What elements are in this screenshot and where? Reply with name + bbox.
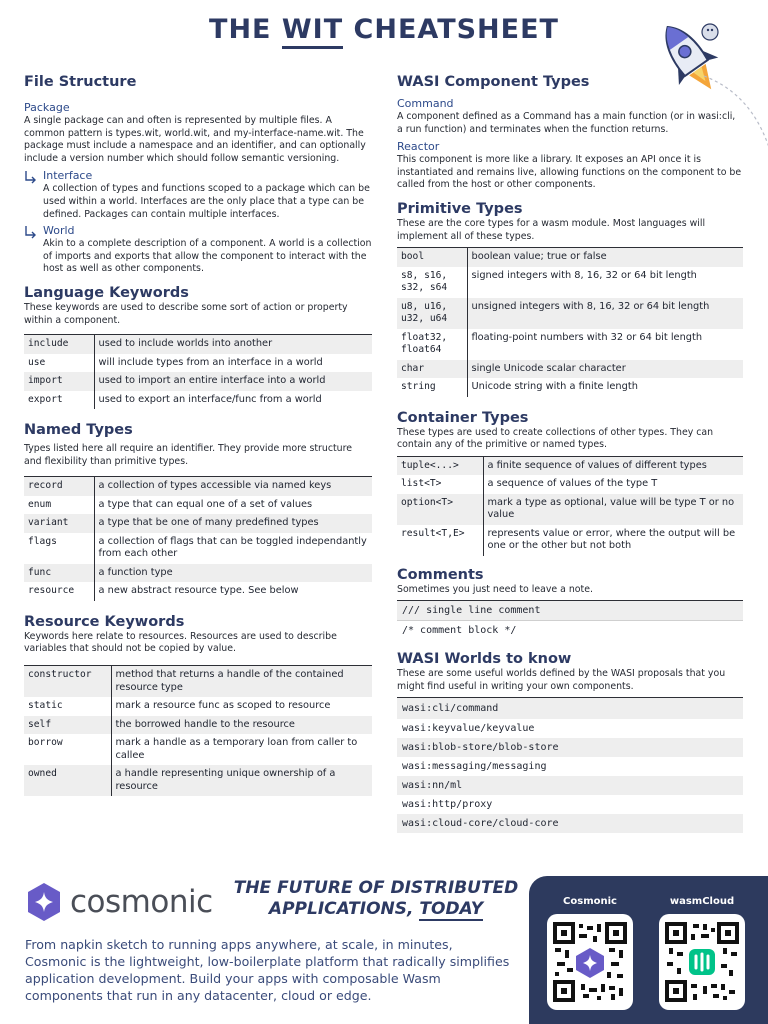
brand-name: cosmonic (70, 884, 213, 920)
world-block (43, 224, 372, 276)
qr-cosmonic-label: Cosmonic (563, 896, 617, 907)
table-row (397, 360, 743, 379)
wasi-worlds-heading: WASI Worlds to know (397, 651, 572, 668)
type-cell: func (24, 564, 94, 583)
table-row (24, 514, 372, 533)
type-cell: result<T,E> (397, 525, 483, 556)
primitive-types-heading: Primitive Types (397, 200, 523, 217)
tagline-today: TODAY (419, 899, 484, 919)
right-column (397, 73, 743, 833)
comment-line: /// single line comment (397, 601, 743, 620)
type-cell: option<T> (397, 494, 483, 525)
wasi-component-types-heading: WASI Component Types (397, 74, 590, 90)
comments-intro: Sometimes you just need to leave a note. (397, 583, 593, 595)
description-cell: a collection of flags that can be toggled independantly from each other (98, 535, 367, 560)
description-cell: a function type (94, 564, 372, 583)
command-title: Command (397, 97, 454, 110)
table-row (397, 475, 743, 494)
type-cell: string (397, 378, 467, 397)
table-row (24, 354, 372, 373)
keyword-cell: static (24, 697, 111, 716)
keyword-cell: include (24, 335, 94, 354)
keyword-cell: owned (24, 765, 111, 796)
keyword-cell: borrow (24, 734, 111, 765)
comments-block (397, 600, 743, 640)
list-item: wasi:messaging/messaging (402, 760, 547, 772)
type-cell: enum (24, 496, 94, 515)
world-title: World (43, 224, 75, 238)
resource-keywords-table (24, 665, 372, 796)
table-row (24, 697, 372, 716)
type-cell: flags (24, 533, 94, 564)
wasi-worlds-list (397, 697, 743, 833)
table-row (24, 666, 372, 698)
description-cell: used to import an entire interface into a world (94, 372, 372, 391)
qr-wasmcloud-label: wasmCloud (669, 896, 735, 907)
qr-panel (529, 876, 768, 1024)
qr-code-icon (553, 922, 627, 1002)
type-cell: resource (24, 582, 94, 601)
table-row (397, 525, 743, 556)
table-row (397, 378, 743, 397)
table-row (397, 329, 743, 360)
title-pre: THE (209, 14, 282, 45)
type-cell: record (24, 477, 94, 496)
table-row (24, 564, 372, 583)
comments-heading: Comments (397, 566, 484, 583)
package-title: Package (24, 101, 70, 114)
container-types-intro: These types are used to create collections of other types. They can contain any of the primitive or named types. (397, 426, 714, 451)
arrow-hook-icon (24, 171, 38, 185)
container-types-heading: Container Types (397, 409, 529, 426)
package-text: A single package can and often is represented by multiple files. A common pattern is types.wit, world.wit, and my-interface-name.wit. The package must include a namespace and an identifier, and can optionally include a version number which should follow semantic versioning. (24, 115, 366, 164)
resource-keywords-intro: Keywords here relate to resources. Resources are used to describe variables that should not be copied by value. (24, 630, 337, 655)
description-cell: Unicode string with a finite length (471, 381, 638, 393)
table-row (24, 734, 372, 765)
description-cell: a type that be one of many predefined types (94, 514, 372, 533)
tagline-line-2 (226, 899, 526, 920)
description-cell: mark a handle as a temporary loan from caller to callee (115, 737, 358, 761)
keyword-cell: use (24, 354, 94, 373)
description-cell: a new abstract resource type. See below (98, 585, 299, 597)
list-item: wasi:keyvalue/keyvalue (402, 722, 535, 734)
cosmonic-brand[interactable] (26, 882, 213, 922)
keyword-cell: export (24, 391, 94, 410)
table-row (24, 335, 372, 354)
description-cell: used to include worlds into another (94, 335, 372, 354)
type-cell: tuple<...> (397, 456, 483, 475)
type-cell: u8, u16, u32, u64 (397, 298, 467, 329)
table-row (24, 716, 372, 735)
primitive-types-intro: These are the core types for a wasm module. Most languages will implement all of these types. (397, 217, 706, 242)
table-row (24, 372, 372, 391)
list-item: wasi:blob-store/blob-store (397, 738, 743, 757)
named-types-intro: Types listed here all require an identifier. They provide more structure and flexibility than primitive types. (24, 443, 353, 467)
primitive-types-table (397, 247, 743, 397)
reactor-title: Reactor (397, 140, 440, 154)
table-row (24, 496, 372, 515)
description-cell: single Unicode scalar character (467, 360, 743, 379)
type-cell: list<T> (397, 475, 483, 494)
type-cell: s8, s16, s32, s64 (397, 267, 467, 298)
description-cell: the borrowed handle to the resource (111, 716, 372, 735)
tagline-line-1: THE FUTURE OF DISTRIBUTED (233, 878, 519, 898)
language-keywords-heading: Language Keywords (24, 284, 189, 301)
interface-text: A collection of types and functions scoped to a package which can be used within a world. Interfaces are the only place that a type can be defined. Packages can contain multiple interfaces. (43, 183, 370, 220)
description-cell: a collection of types accessible via named keys (94, 477, 372, 496)
qr-code-icon (665, 922, 739, 1002)
description-cell: mark a resource func as scoped to resource (115, 700, 331, 711)
description-cell: a finite sequence of values of different types (483, 456, 743, 475)
keyword-cell: self (24, 716, 111, 735)
description-cell: mark a type as optional, value will be type T or no value (483, 494, 743, 525)
table-row (24, 477, 372, 496)
title-wit: WIT (282, 14, 343, 49)
keyword-cell: import (24, 372, 94, 391)
language-keywords-intro: These keywords are used to describe some sort of action or property within a component. (24, 301, 348, 326)
resource-keywords-heading: Resource Keywords (24, 613, 185, 630)
table-row (397, 494, 743, 525)
table-row (397, 456, 743, 475)
world-text: Akin to a complete description of a component. A world is a collection of imports and exports that allow the component to interact with the host as well as other components. (43, 238, 372, 275)
qr-code-wasmcloud[interactable] (659, 914, 745, 1010)
footer-blurb: From napkin sketch to running apps anywhere, at scale, in minutes, Cosmonic is the lightweight, low-boilerplate platform that radically simplifies application development. Build your apps with composable Wasm components that run in any datacenter, cloud or edge. (25, 937, 510, 1003)
title-post: CHEATSHEET (343, 14, 559, 45)
type-cell: variant (24, 514, 94, 533)
list-item: wasi:cli/command (397, 698, 743, 719)
description-cell: represents value or error, where the output will be one or the other but not both (487, 527, 736, 552)
tagline-line-2-a: APPLICATIONS, (268, 899, 420, 919)
description-cell: method that returns a handle of the contained resource type (111, 666, 372, 698)
comment-line: /* comment block */ (397, 620, 743, 640)
table-row (24, 765, 372, 796)
language-keywords-table (24, 334, 372, 409)
type-cell: bool (397, 248, 467, 267)
table-row (24, 582, 372, 601)
description-cell: used to export an interface/func from a world (98, 393, 322, 405)
description-cell: a sequence of values of the type T (487, 478, 658, 490)
interface-block (43, 169, 372, 221)
tagline (226, 878, 526, 920)
cosmonic-logo-icon (26, 882, 62, 922)
qr-code-cosmonic[interactable] (547, 914, 633, 1010)
description-cell: a type that can equal one of a set of values (98, 498, 313, 510)
description-cell: unsigned integers with 8, 16, 32 or 64 bit length (467, 298, 743, 329)
list-item: wasi:nn/ml (397, 776, 743, 795)
description-cell: a handle representing unique ownership of a resource (111, 765, 372, 796)
table-row (397, 267, 743, 298)
keyword-cell: constructor (24, 666, 111, 698)
wasi-worlds-intro: These are some useful worlds defined by the WASI proposals that you might find useful in writing your own components. (397, 668, 726, 693)
container-types-table (397, 456, 743, 556)
type-cell: float32, float64 (397, 329, 467, 360)
interface-title: Interface (43, 169, 93, 183)
file-structure-heading: File Structure (24, 74, 137, 90)
table-row (397, 248, 743, 267)
reactor-text: This component is more like a library. It exposes an API once it is instantiated and remains live, allowing functions on the component to be called from the host or other components. (397, 154, 742, 191)
table-row (24, 533, 372, 564)
list-item: wasi:http/proxy (402, 798, 493, 810)
arrow-hook-icon (24, 226, 38, 240)
description-cell: will include types from an interface in a world (98, 356, 323, 368)
description-cell: floating-point numbers with 32 or 64 bit length (471, 331, 703, 343)
type-cell: char (397, 360, 467, 379)
table-row (397, 298, 743, 329)
named-types-heading: Named Types (24, 422, 133, 439)
footer (0, 868, 768, 1024)
description-cell: boolean value; true or false (467, 248, 743, 267)
left-column (24, 73, 372, 796)
named-types-table (24, 476, 372, 601)
list-item: wasi:cloud-core/cloud-core (397, 814, 743, 833)
description-cell: signed integers with 8, 16, 32 or 64 bit length (471, 269, 697, 281)
command-text: A component defined as a Command has a main function (or in wasi:cli, a run function) and terminates when the function returns. (397, 111, 736, 135)
table-row (24, 391, 372, 410)
